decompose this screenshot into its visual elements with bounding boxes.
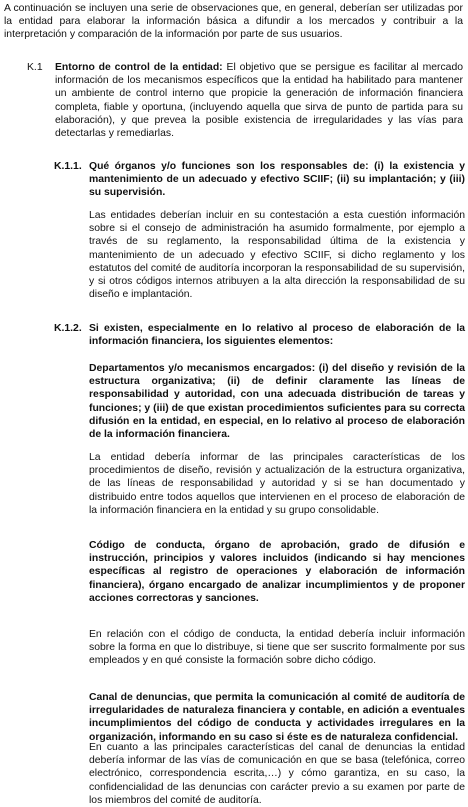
section-k12-question: Si existen, especialmente en lo relativo al proceso de elaboración de la información financiera, los siguientes elementos: <box>89 323 465 348</box>
section-k11-question: Qué órganos y/o funciones son los responsables de: (i) la existencia y mantenimiento de un adecuado y efectivo SCIIF; (ii) su implantación; y (iii) su supervisión. <box>89 161 465 199</box>
section-k1-body: El objetivo que se persigue es facilitar al mercado información de los mecanismos específicos que la entidad ha habilitado para mantener un ambiente de control interno que propicie la generación de información financiera completa, fiable y oportuna, (incluyendo aquella que sirva de punto de partida para su elaboración), y que prevea la posible existencia de irregularidades y las vías para detectarlas y remediarlas. <box>55 62 463 140</box>
item-1-heading: Departamentos y/o mecanismos encargados: (i) del diseño y revisión de la estructura organizativa; (ii) de definir claramente las líneas de responsabilidad y autoridad, con una adecuada distribución de tareas y funciones; y (iii) de que existan procedimientos suficientes para su correcta difusión en la entidad, en especial, en lo relativo al proceso de elaboración de la información financiera. <box>89 363 465 441</box>
item-3-body: En cuanto a las principales características del canal de denuncias la entidad debería informar de las vías de comunicación en que se basa (telefónica, correo electrónico, correspondencia escrita,…) y cómo garantiza, en su caso, la confidencialidad de las denuncias con carácter previo a su examen por parte de los miembros del comité de auditoría. <box>89 742 465 806</box>
section-k1-heading: Entorno de control de la entidad: <box>55 62 223 73</box>
section-number-k11: K.1.1. <box>54 161 82 172</box>
section-k1-paragraph <box>55 61 463 140</box>
section-number-k12: K.1.2. <box>54 323 82 334</box>
item-2-body: En relación con el código de conducta, la entidad debería incluir información sobre la forma en que lo distribuye, si tiene que ser suscrito formalmente por sus empleados y en qué consiste la formación sobre dicho código. <box>89 629 465 667</box>
item-3-heading: Canal de denuncias, que permita la comunicación al comité de auditoría de irregularidades de naturaleza financiera y contable, en adición a eventuales incumplimientos del código de conducta y actividades irregulares en la organización, informando en su caso si éste es de naturaleza confidencial. <box>89 692 465 743</box>
intro-paragraph: A continuación se incluyen una serie de observaciones que, en general, deberían ser utilizadas por la entidad para elaborar la información básica a difundir a los mercados y contribuir a la interpretación y comparación de la información por parte de sus usuarios. <box>4 3 463 41</box>
section-number-k1: K.1 <box>27 62 43 73</box>
item-2-heading: Código de conducta, órgano de aprobación, grado de difusión e instrucción, principios y valores incluidos (indicando si hay menciones específicas al registro de operaciones y elaboración de información financiera), órgano encargado de analizar incumplimientos y de proponer acciones correctoras y sanciones. <box>89 540 465 604</box>
item-1-body: La entidad debería informar de las principales características de los procedimientos de diseño, revisión y actualización de la estructura organizativa, de las líneas de responsabilidad y autoridad y si se han documentado y distribuido entre todos aquellos que intervienen en el proceso de elaboración de la información financiera en la entidad y su grupo consolidable. <box>89 452 465 516</box>
section-k11-body: Las entidades deberían incluir en su contestación a esta cuestión información sobre si el consejo de administración ha asumido formalmente, por ejemplo a través de su reglamento, la responsabilidad última de la existencia y mantenimiento de un adecuado y efectivo SCIIF, si dicho reglamento y los estatutos del comité de auditoría incorporan la responsabilidad de su supervisión, y si otros códigos internos atribuyen a la alta dirección la responsabilidad de su diseño e implantación. <box>89 210 465 301</box>
